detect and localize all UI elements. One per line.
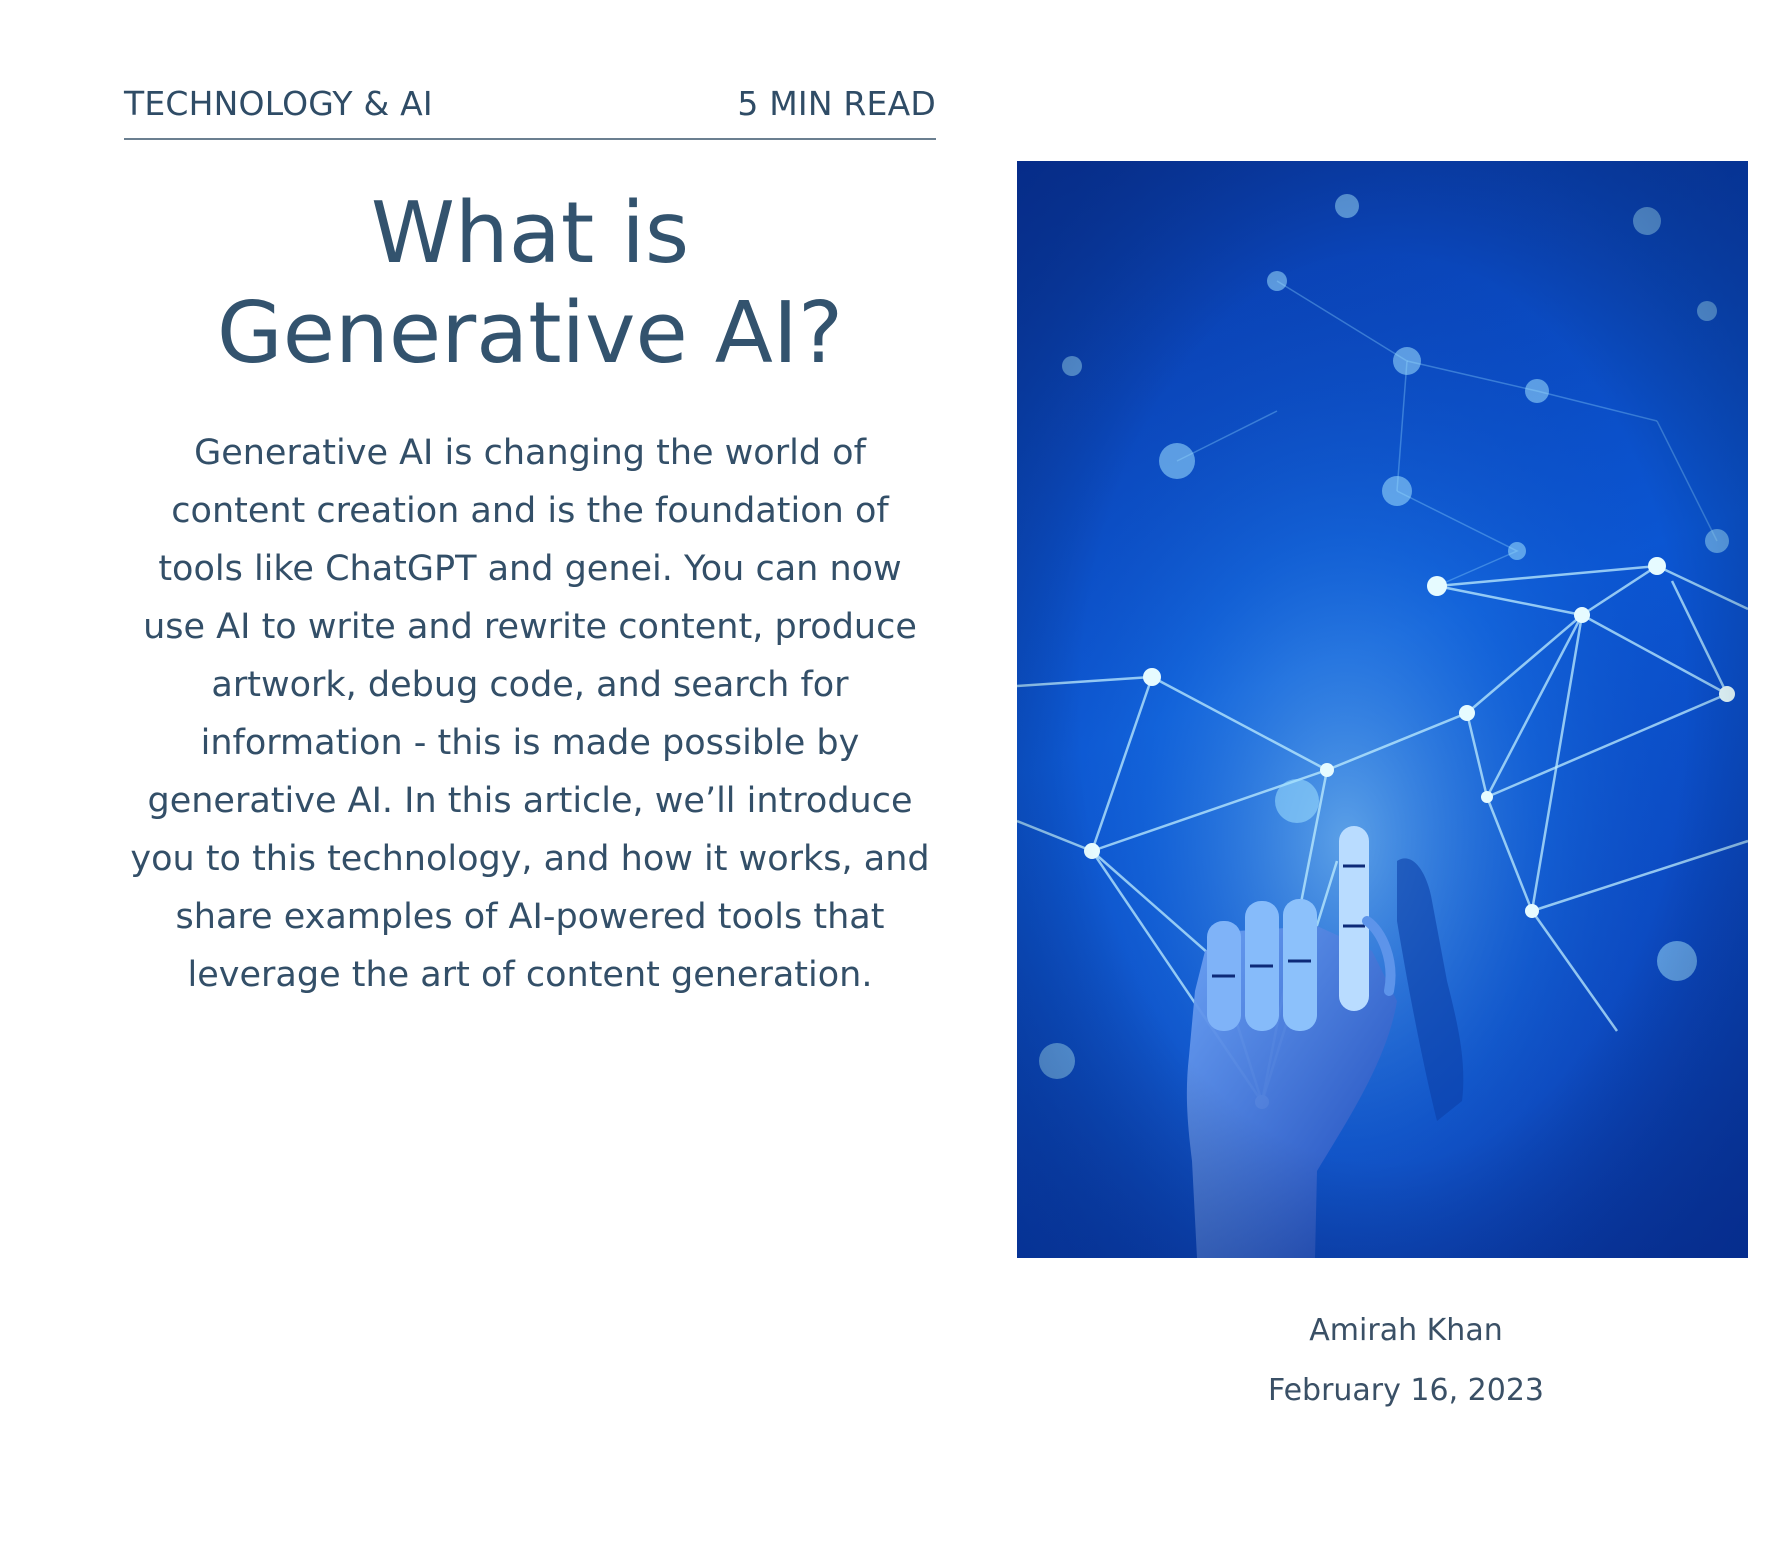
- article-title: What is Generative AI?: [216, 184, 844, 383]
- category-label[interactable]: TECHNOLOGY & AI: [124, 84, 433, 123]
- article-intro: Generative AI is changing the world of content creation and is the foundation of tools like ChatGPT and genei. You can now use AI to write and rewrite content, produce artwork, debug code, and search for information - this is made possible by generative AI. In this article, we’ll introduce you to this technology, and how it works, and share examples of AI-powered tools that leverage the art of content generation.: [130, 433, 930, 995]
- hero-image: [1017, 161, 1748, 1258]
- read-time-label: 5 MIN READ: [737, 84, 936, 123]
- publish-date: February 16, 2023: [1267, 1373, 1545, 1408]
- header-divider: [124, 138, 936, 140]
- article-meta-bar: [124, 82, 936, 126]
- author-name[interactable]: Amirah Khan: [1309, 1313, 1503, 1348]
